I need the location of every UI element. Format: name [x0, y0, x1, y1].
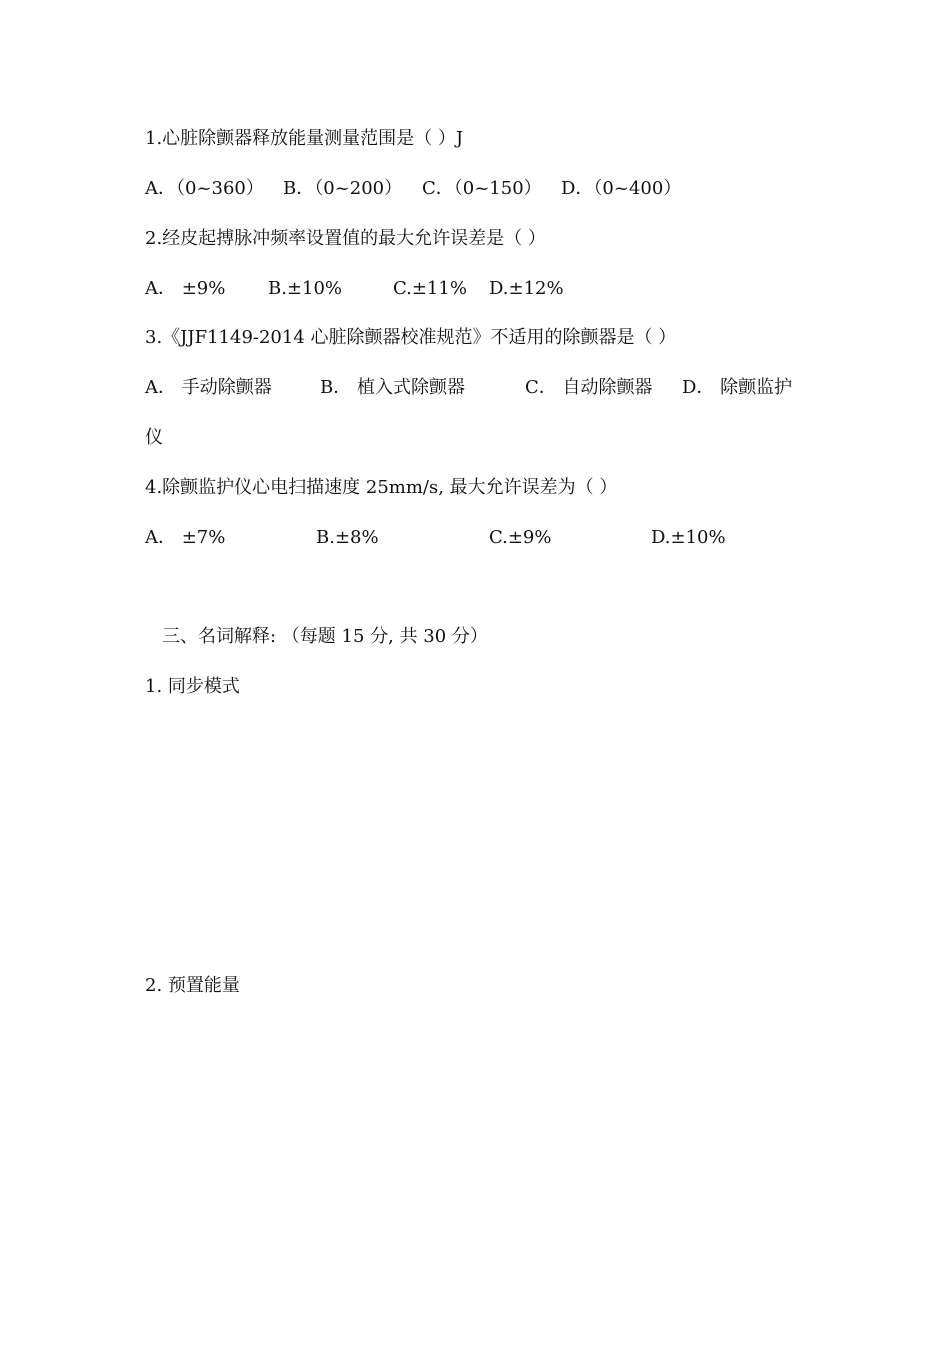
question-3-option-d-continuation: 仪 — [145, 427, 163, 448]
term-1: 1. 同步模式 — [145, 676, 240, 697]
section-3-heading: 三、名词解释: （每题 15 分, 共 30 分） — [162, 626, 488, 647]
question-4-option-b: B.±8% — [316, 527, 379, 548]
question-3-option-a: A． 手动除颤器 — [145, 377, 272, 398]
question-1-option-a: A．（0~360） — [145, 178, 264, 199]
question-4-option-d: D.±10% — [651, 527, 726, 548]
question-4-option-a: A． ±7% — [145, 527, 226, 548]
question-1-option-c: C．（0~150） — [422, 178, 542, 199]
question-3-option-b: B． 植入式除颤器 — [320, 377, 465, 398]
question-4-stem: 4.除颤监护仪心电扫描速度 25mm/s, 最大允许误差为（ ） — [145, 477, 618, 498]
term-2: 2. 预置能量 — [145, 975, 240, 996]
question-2-option-b: B.±10% — [268, 278, 343, 299]
question-1-stem: 1.心脏除颤器释放能量测量范围是（ ）J — [145, 128, 464, 149]
question-3-option-d: D． 除颤监护 — [682, 377, 793, 398]
question-2-option-c: C.±11% — [393, 278, 467, 299]
question-4-option-c: C.±9% — [489, 527, 552, 548]
question-3-stem: 3.《JJF1149-2014 心脏除颤器校准规范》不适用的除颤器是（ ） — [145, 327, 677, 348]
question-2-option-a: A． ±9% — [145, 278, 226, 299]
question-1-option-b: B．（0~200） — [283, 178, 403, 199]
question-3-option-c: C． 自动除颤器 — [525, 377, 653, 398]
question-1-option-d: D．（0~400） — [561, 178, 682, 199]
question-2-option-d: D.±12% — [489, 278, 564, 299]
question-2-stem: 2.经皮起搏脉冲频率设置值的最大允许误差是（ ） — [145, 228, 546, 249]
